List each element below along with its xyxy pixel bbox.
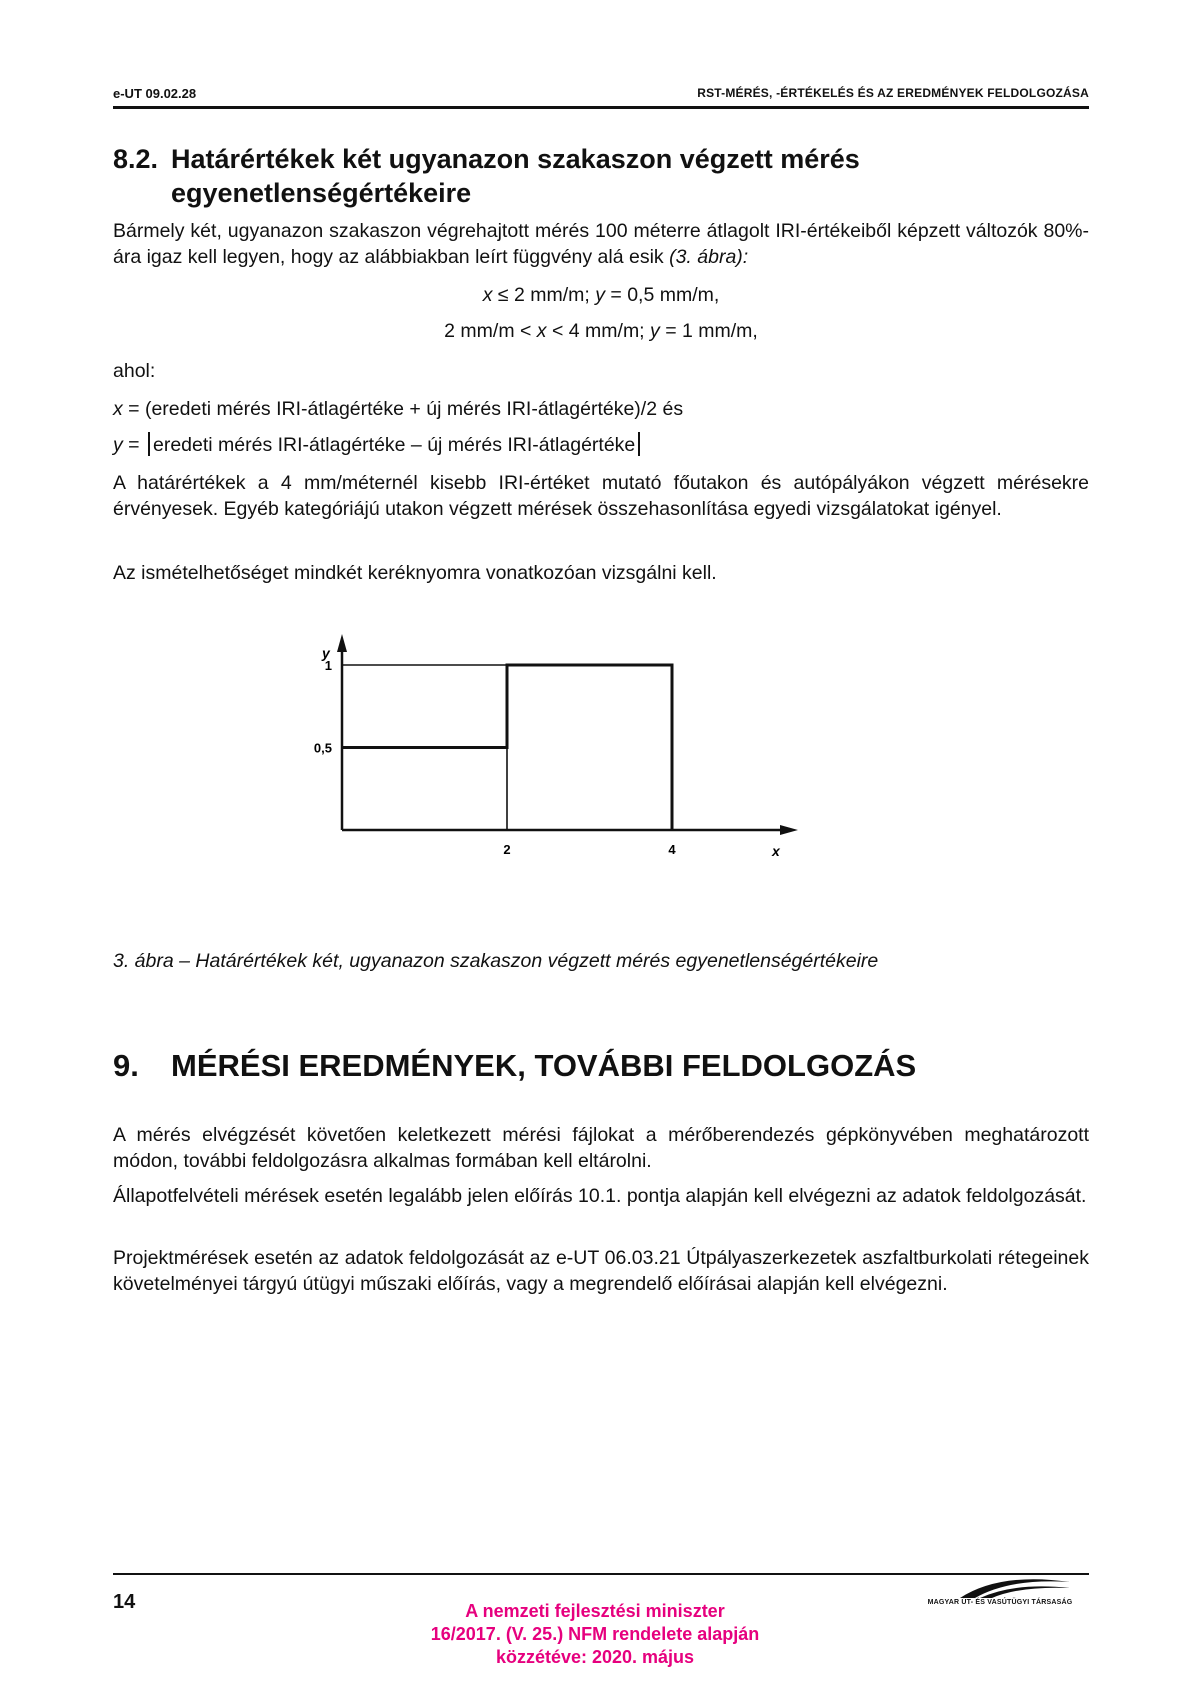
- header-document-title: RST-MÉRÉS, -ÉRTÉKELÉS ÉS AZ EREDMÉNYEK FELDOLGOZÁSA: [697, 86, 1089, 100]
- logo-swoosh-icon: [920, 1572, 1080, 1600]
- chart-layer: [314, 634, 798, 859]
- var-x: x: [113, 398, 123, 420]
- publication-notice: [395, 1600, 795, 1669]
- notice-line-3: közzétéve: 2020. május: [495, 1647, 695, 1667]
- y-tick-label: 0,5: [313, 740, 332, 756]
- var-y: y: [595, 284, 605, 306]
- x-tick-label: 4: [668, 842, 676, 857]
- repeatability-paragraph: Az ismételhetőséget mindkét keréknyomra vonatkozóan vizsgálni kell.: [113, 562, 717, 584]
- formula-text: 2 mm/m <: [444, 320, 537, 342]
- section-number: 9.: [113, 1048, 139, 1083]
- logo-text: MAGYAR ÚT- ÉS VASÚTÜGYI TÁRSASÁG: [927, 1599, 1073, 1606]
- figure-caption: 3. ábra – Határértékek két, ugyanazon szakaszon végzett mérés egyenetlenségértékeire: [113, 950, 879, 972]
- results-paragraph-2: Állapotfelvételi mérések esetén legalább jelen előírás 10.1. pontja alapján kell elvégezni az adatok feldolgozását.: [113, 1185, 1087, 1207]
- intro-text: Bármely két, ugyanazon szakaszon végrehajtott mérés 100 méterre átlagolt IRI-értékeiből képzett változók 80%-ára igaz kell legyen, hogy az alábbiakban leírt függvény alá esik: [113, 220, 1089, 268]
- var-y: y: [650, 320, 660, 342]
- var-y: y: [113, 434, 123, 456]
- definition-text: = (eredeti mérés IRI-átlagértéke + új mérés IRI-átlagértéke)/2 és: [122, 398, 684, 420]
- abs-bar-left: [148, 432, 150, 456]
- notice-line-2: 16/2017. (V. 25.) NFM rendelete alapján: [430, 1624, 760, 1644]
- formula-text: = 0,5 mm/m,: [604, 284, 720, 306]
- section-title: MÉRÉSI EREDMÉNYEK, TOVÁBBI FELDOLGOZÁS: [171, 1048, 917, 1083]
- intro-paragraph: [113, 218, 1089, 270]
- var-x: x: [482, 284, 493, 306]
- y-tick-label: 1: [324, 658, 332, 673]
- definition-y: [113, 432, 1089, 458]
- figure-reference: (3. ábra):: [669, 246, 749, 268]
- formula-text: ≤ 2 mm/m;: [492, 284, 596, 306]
- x-axis-label: x: [772, 843, 780, 859]
- y-axis-arrow-icon: [337, 634, 347, 652]
- society-logo: [920, 1572, 1080, 1614]
- formula-text: = 1 mm/m,: [659, 320, 758, 342]
- results-paragraph-3: Projektmérések esetén az adatok feldolgozását az e-UT 06.03.21 Útpályaszerkezetek aszfaltburkolati rétegeinek követelményei tárgyú útügyi műszaki előírás, vagy a megrendelő előírásai alapján kell elvégezni.: [113, 1247, 1089, 1295]
- x-tick-label: 2: [503, 842, 511, 857]
- definition-text: eredeti mérés IRI-átlagértéke – új mérés IRI-átlagértéke: [152, 434, 636, 456]
- abs-bar-right: [638, 432, 640, 456]
- running-header: [113, 84, 1089, 109]
- var-x: x: [536, 320, 547, 342]
- section-title: Határértékek két ugyanazon szakaszon végzett mérés egyenetlenségértékeire: [171, 144, 860, 208]
- notice-line-1: A nemzeti fejlesztési miniszter: [465, 1601, 725, 1621]
- limits-paragraph: A határértékek a 4 mm/méternél kisebb IRI-értéket mutató főutakon és autópályákon végzett mérésekre érvényesek. Egyéb kategóriájú utakon végzett mérések összehasonlítása egyedi vizsgálatokat igényel.: [113, 472, 1089, 520]
- formula-line-2: [113, 318, 1089, 344]
- x-axis-arrow-icon: [780, 825, 798, 835]
- header-document-code: e-UT 09.02.28: [113, 86, 197, 101]
- ahol-label: ahol:: [113, 360, 156, 382]
- definition-x: [113, 396, 1089, 422]
- limit-function-chart: [313, 630, 870, 930]
- formula-text: < 4 mm/m;: [546, 320, 651, 342]
- page-number: 14: [113, 1591, 136, 1613]
- equals-sign: =: [122, 434, 145, 456]
- y-axis-label: y: [322, 645, 330, 661]
- formula-line-1: [113, 282, 1089, 308]
- section-number: 8.2.: [113, 144, 159, 174]
- results-paragraph-1: A mérés elvégzését követően keletkezett mérési fájlokat a mérőberendezés gépkönyvében meghatározott módon, további feldolgozásra alkalmas formában kell eltárolni.: [113, 1124, 1089, 1172]
